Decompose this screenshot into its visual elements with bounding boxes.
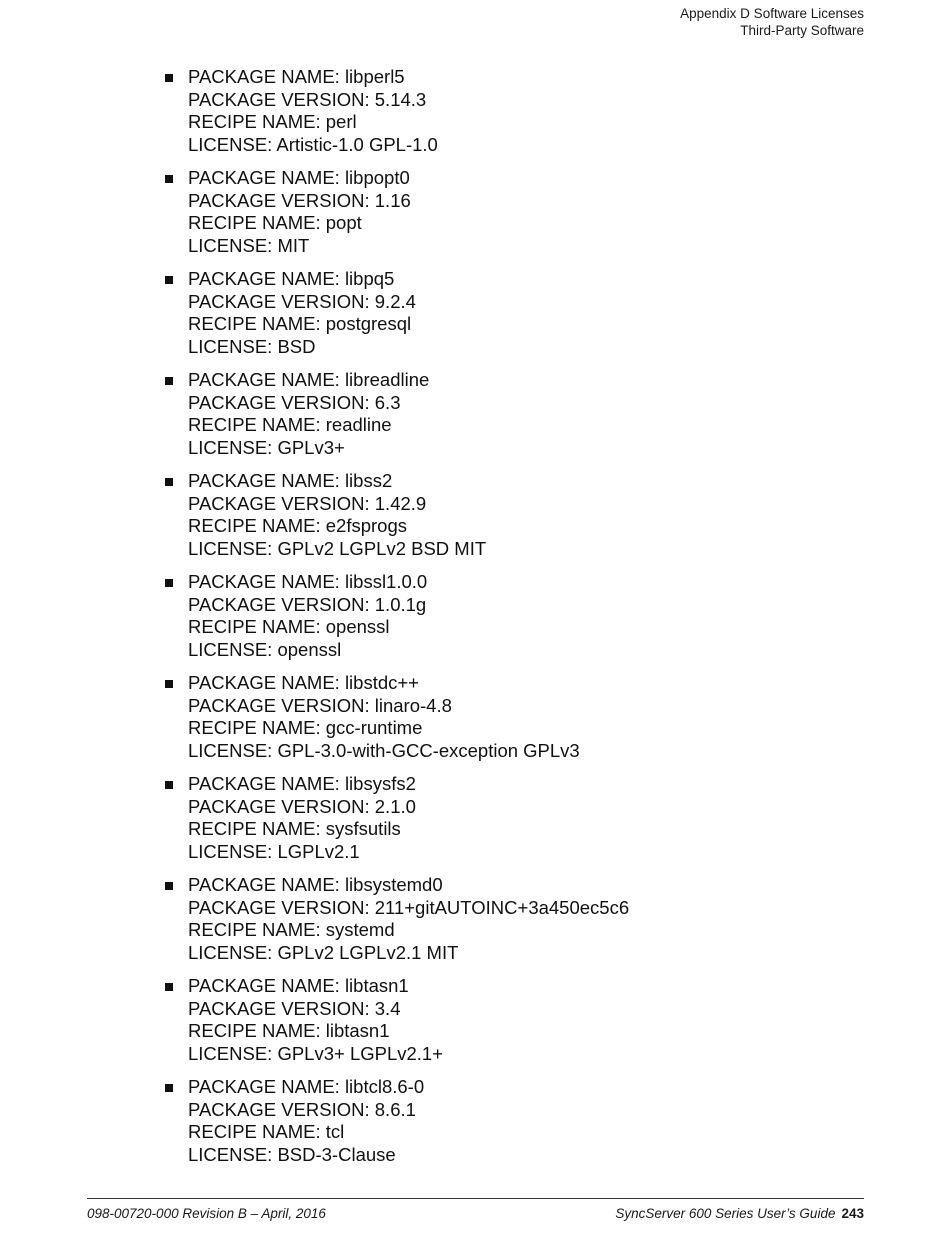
recipe-name: RECIPE NAME: libtasn1 — [188, 1020, 390, 1042]
package-item — [188, 369, 828, 459]
package-version: PACKAGE VERSION: 9.2.4 — [188, 290, 416, 312]
package-name: PACKAGE NAME: libtcl8.6-0 — [188, 1076, 425, 1097]
package-item — [188, 672, 828, 762]
bullet-icon — [165, 478, 173, 486]
recipe-name: RECIPE NAME: systemd — [188, 919, 395, 941]
footer-guide-title: SyncServer 600 Series User’s Guide — [615, 1206, 836, 1221]
recipe-name: RECIPE NAME: e2fsprogs — [188, 515, 407, 537]
package-name: PACKAGE NAME: libsystemd0 — [188, 874, 443, 895]
bullet-icon — [165, 882, 173, 890]
license: LICENSE: GPL-3.0-with-GCC-exception GPLv3 — [188, 739, 580, 761]
package-item — [188, 268, 828, 358]
license: LICENSE: LGPLv2.1 — [188, 840, 360, 862]
package-name: PACKAGE NAME: libsysfs2 — [188, 773, 416, 794]
package-version: PACKAGE VERSION: 5.14.3 — [188, 88, 427, 110]
header-chapter: Appendix D Software Licenses — [680, 6, 864, 21]
package-name: PACKAGE NAME: libtasn1 — [188, 975, 409, 996]
package-version: PACKAGE VERSION: 211+gitAUTOINC+3a450ec5c6 — [188, 896, 630, 918]
recipe-name: RECIPE NAME: popt — [188, 212, 362, 234]
package-version: PACKAGE VERSION: 1.16 — [188, 189, 411, 211]
bullet-icon — [165, 175, 173, 183]
recipe-name: RECIPE NAME: sysfsutils — [188, 818, 401, 840]
bullet-icon — [165, 983, 173, 991]
recipe-name: RECIPE NAME: perl — [188, 111, 357, 133]
header-section: Third-Party Software — [740, 23, 864, 38]
bullet-icon — [165, 680, 173, 688]
license: LICENSE: Artistic-1.0 GPL-1.0 — [188, 133, 438, 155]
bullet-icon — [165, 1084, 173, 1092]
recipe-name: RECIPE NAME: tcl — [188, 1121, 345, 1143]
bullet-icon — [165, 276, 173, 284]
package-name: PACKAGE NAME: libperl5 — [188, 66, 405, 87]
package-item — [188, 167, 828, 257]
license: LICENSE: MIT — [188, 234, 310, 256]
package-name: PACKAGE NAME: libss2 — [188, 470, 393, 491]
license: LICENSE: GPLv2 LGPLv2.1 MIT — [188, 941, 459, 963]
recipe-name: RECIPE NAME: gcc-runtime — [188, 717, 423, 739]
package-name: PACKAGE NAME: libreadline — [188, 369, 430, 390]
package-version: PACKAGE VERSION: 6.3 — [188, 391, 401, 413]
recipe-name: RECIPE NAME: openssl — [188, 616, 390, 638]
package-item — [188, 66, 828, 156]
recipe-name: RECIPE NAME: readline — [188, 414, 392, 436]
license: LICENSE: GPLv3+ LGPLv2.1+ — [188, 1042, 444, 1064]
package-name: PACKAGE NAME: libstdc++ — [188, 672, 419, 693]
package-name: PACKAGE NAME: libpopt0 — [188, 167, 410, 188]
page-number: 243 — [841, 1206, 864, 1221]
footer-right — [615, 1206, 864, 1221]
package-name: PACKAGE NAME: libssl1.0.0 — [188, 571, 428, 592]
package-version: PACKAGE VERSION: 8.6.1 — [188, 1098, 416, 1120]
package-version: PACKAGE VERSION: 1.42.9 — [188, 492, 427, 514]
bullet-icon — [165, 377, 173, 385]
package-item — [188, 773, 828, 863]
package-version: PACKAGE VERSION: 2.1.0 — [188, 795, 416, 817]
license: LICENSE: BSD-3-Clause — [188, 1143, 396, 1165]
license: LICENSE: openssl — [188, 638, 342, 660]
package-version: PACKAGE VERSION: 3.4 — [188, 997, 401, 1019]
package-version: PACKAGE VERSION: linaro-4.8 — [188, 694, 452, 716]
license: LICENSE: GPLv2 LGPLv2 BSD MIT — [188, 537, 487, 559]
package-item — [188, 1076, 828, 1166]
license: LICENSE: BSD — [188, 335, 316, 357]
bullet-icon — [165, 579, 173, 587]
package-version: PACKAGE VERSION: 1.0.1g — [188, 593, 427, 615]
bullet-icon — [165, 781, 173, 789]
license: LICENSE: GPLv3+ — [188, 436, 345, 458]
package-item — [188, 975, 828, 1065]
package-item — [188, 571, 828, 661]
package-item — [188, 470, 828, 560]
recipe-name: RECIPE NAME: postgresql — [188, 313, 412, 335]
footer-doc-id: 098-00720-000 Revision B – April, 2016 — [87, 1206, 326, 1221]
bullet-icon — [165, 74, 173, 82]
package-name: PACKAGE NAME: libpq5 — [188, 268, 395, 289]
footer-divider — [87, 1198, 864, 1199]
package-item — [188, 874, 828, 964]
